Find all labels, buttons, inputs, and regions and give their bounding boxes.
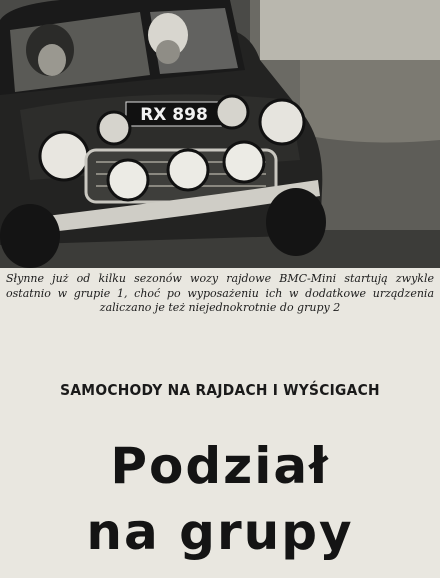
- license-plate: RX 898: [140, 105, 208, 125]
- photo-caption: Słynne już od kilku sezonów wozy rajdowe BMC-Mini startują zwykle ostatnio w grupie 1, choć po wyposażeniu ich w dodatkowe urządzenia zaliczano je też niejednokrotnie do grupy 2: [6, 272, 434, 314]
- rally-car-photo: [0, 0, 440, 268]
- section-heading: SAMOCHODY NA RAJDACH I WYŚCIGACH: [60, 381, 380, 399]
- article-title-line-2: na grupy: [86, 503, 354, 561]
- rally-car-illustration: [0, 0, 440, 268]
- article-title-line-1: Podział: [110, 437, 330, 495]
